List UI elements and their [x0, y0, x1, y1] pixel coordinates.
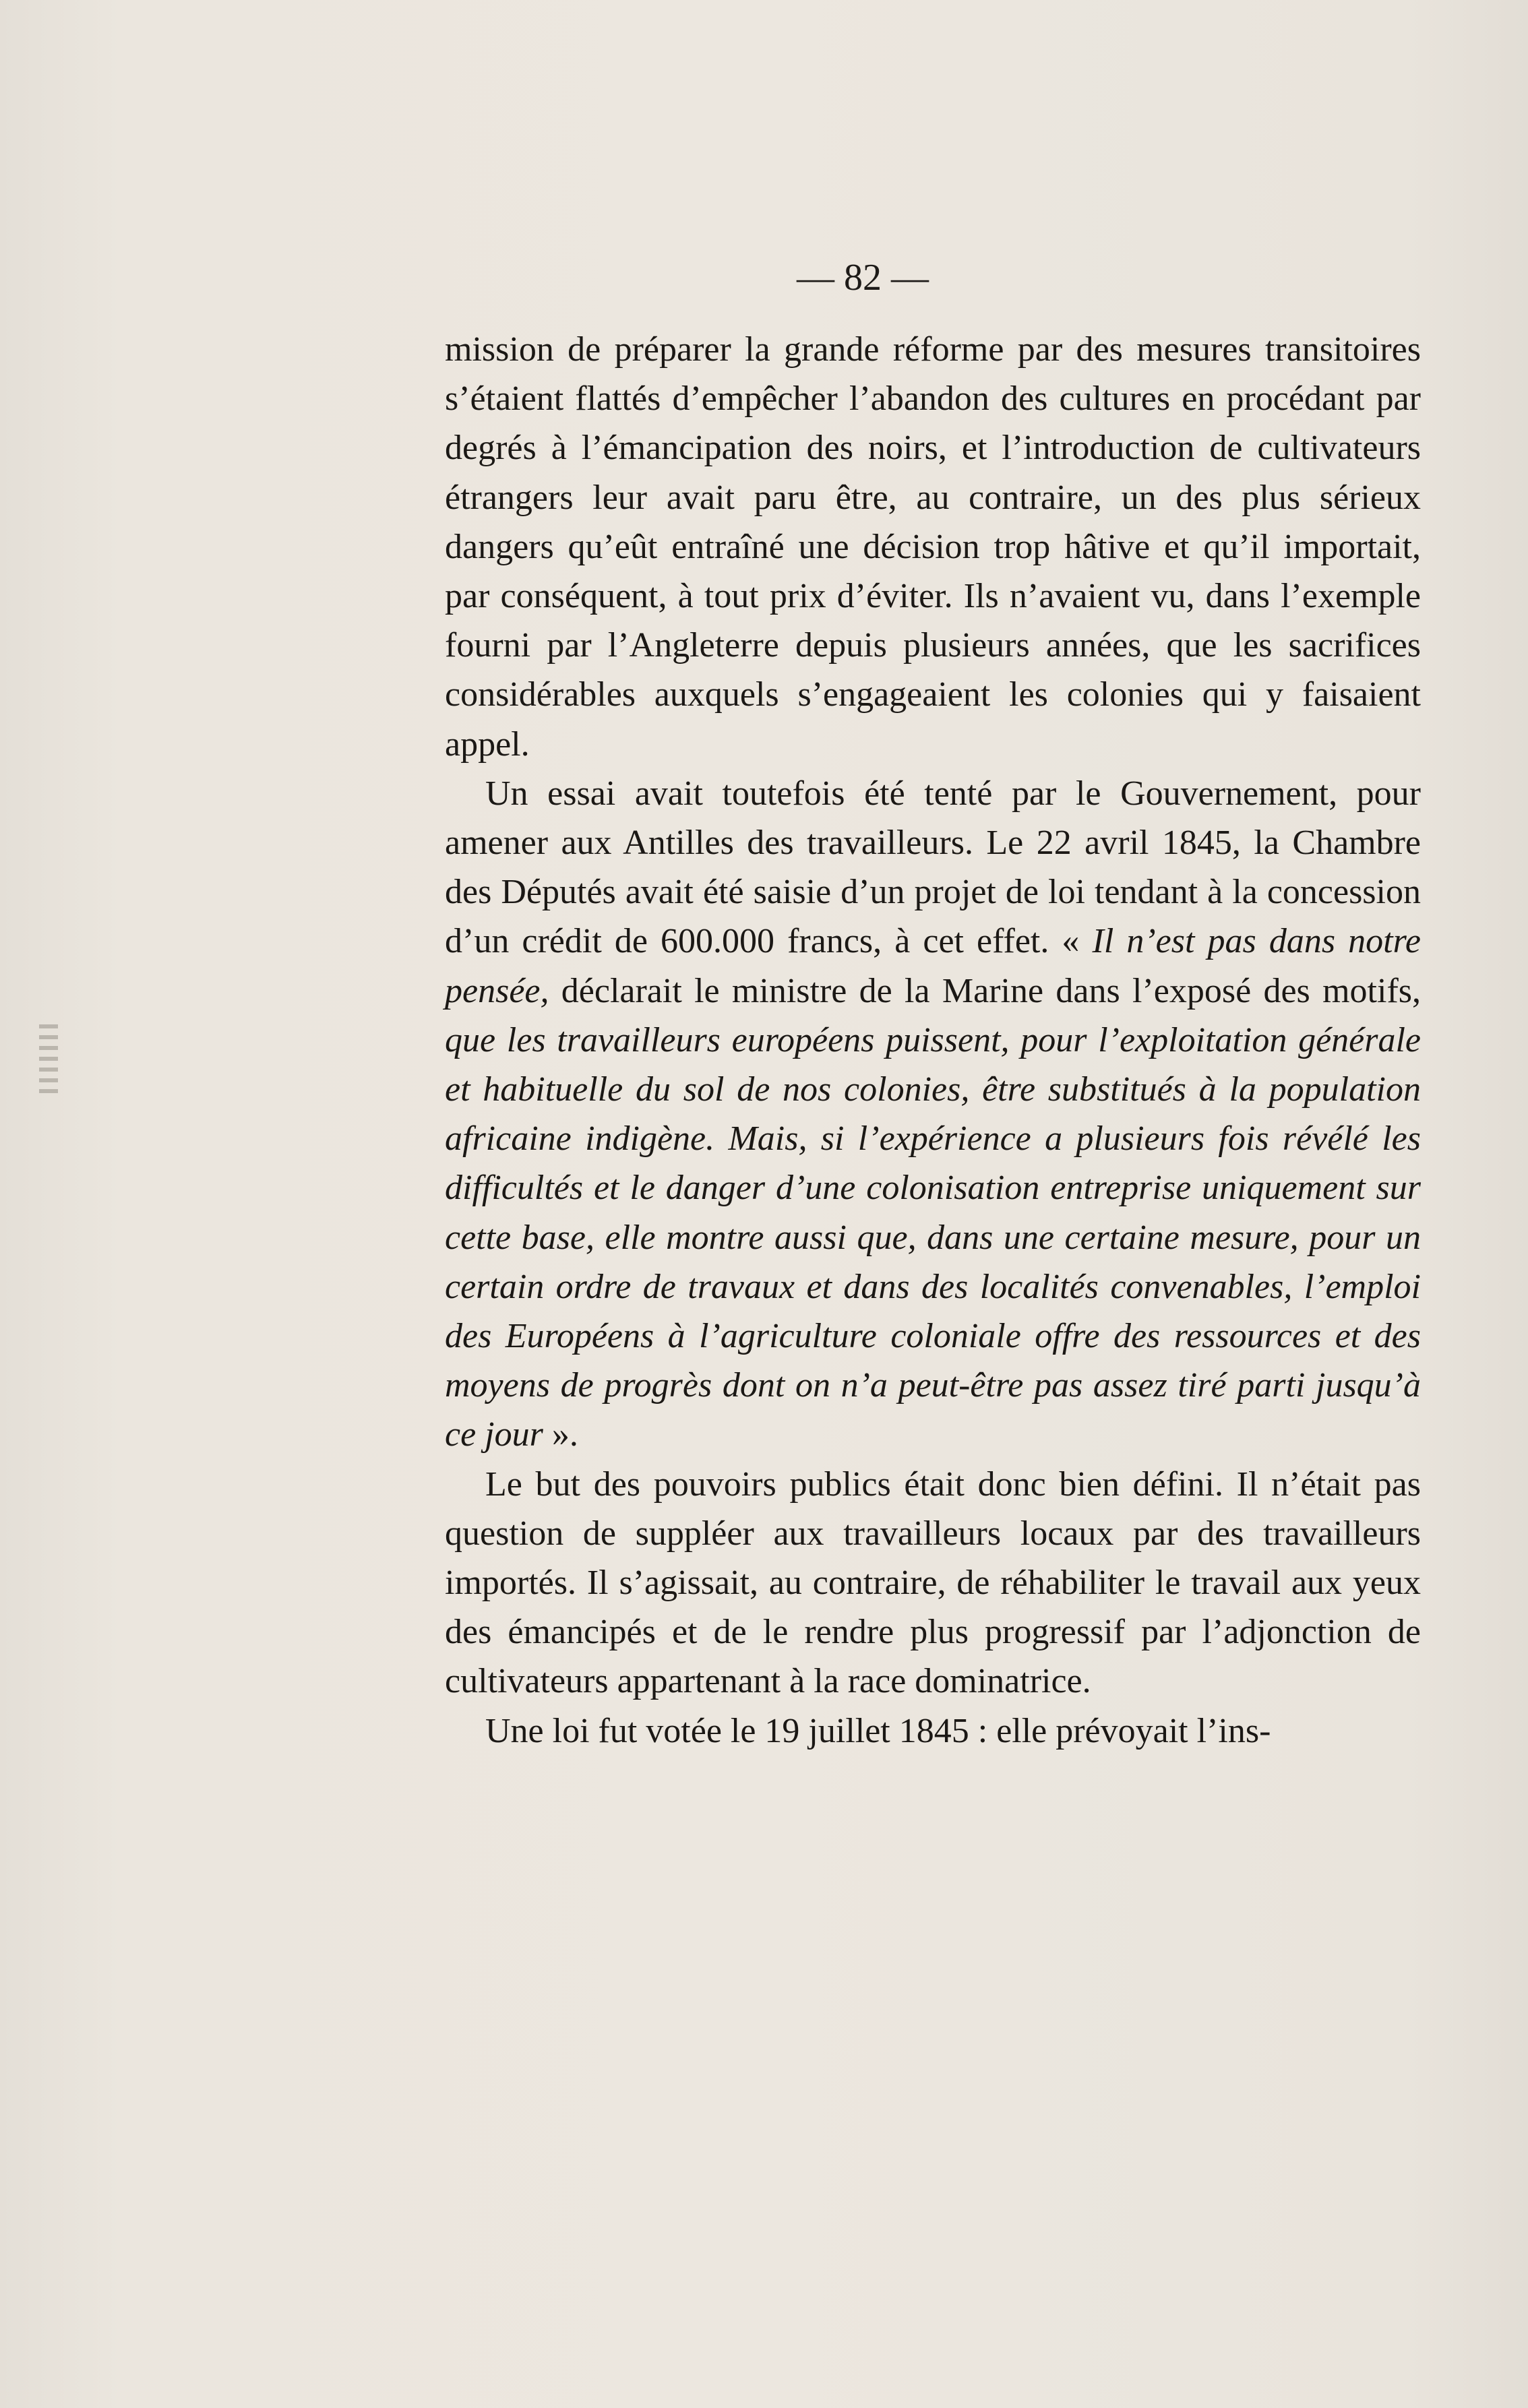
body-text [445, 325, 1421, 1756]
quote-body: que les travailleurs européens puissent, pour l’exploitation générale et habituelle du sol de nos colonies, être substitués à la population africaine indigène. Mais, si l’expérience a plusieurs fois révélé les difficultés et le danger d’une colonisation entreprise uniquement sur cette base, elle montre aussi que, dans une certaine mesure, pour un certain ordre de travaux et dans des localités convenables, l’emploi des Européens à l’agriculture coloniale offre des ressources et des moyens de progrès dont on n’a peut-être pas assez tiré parti jusqu’à ce jour [445, 1020, 1421, 1454]
paragraph-2 [445, 769, 1421, 1460]
paragraph-3: Le but des pouvoirs publics était donc bien défini. Il n’était pas question de suppléer aux travailleurs locaux par des travailleurs importés. Il s’agissait, au contraire, de réhabiliter le travail aux yeux des émancipés et de le rendre plus progressif par l’adjonction de cultivateurs appartenant à la race dominatrice. [445, 1464, 1421, 1701]
paragraph-1: mission de préparer la grande réforme par des mesures transitoires s’étaient flattés d’empêcher l’abandon des cultures en procédant par degrés à l’émancipation des noirs, et l’introduction de cultivateurs étrangers leur avait paru être, au contraire, un des plus sérieux dangers qu’eût entraîné une décision trop hâtive et qu’il importait, par conséquent, à tout prix d’éviter. Ils n’avaient vu, dans l’exemple fourni par l’Angleterre depuis plusieurs années, que les sacrifices considérables auxquels s’engageaient les colonies qui y faisaient appel. [445, 330, 1421, 764]
margin-library-stamp [39, 1018, 62, 1152]
paragraph-4: Une loi fut votée le 19 juillet 1845 : elle prévoyait l’ins- [485, 1711, 1271, 1750]
paragraph-2-close: ». [543, 1415, 578, 1454]
paragraph-2-lead: Un essai avait toutefois été tenté par le Gouvernement, pour amener aux Antilles des travailleurs. Le 22 avril 1845, la Chambre des Députés avait été saisie d’un projet de loi tendant à la concession d’un crédit de 600.000 francs, à cet effet. « [445, 774, 1421, 961]
page-number: — 82 — [797, 257, 929, 299]
quote-opening: Il n’est pas dans notre pensée, [445, 922, 1421, 1010]
paragraph-2-attribution: déclarait le ministre de la Marine dans l’exposé des motifs, [549, 971, 1421, 1010]
